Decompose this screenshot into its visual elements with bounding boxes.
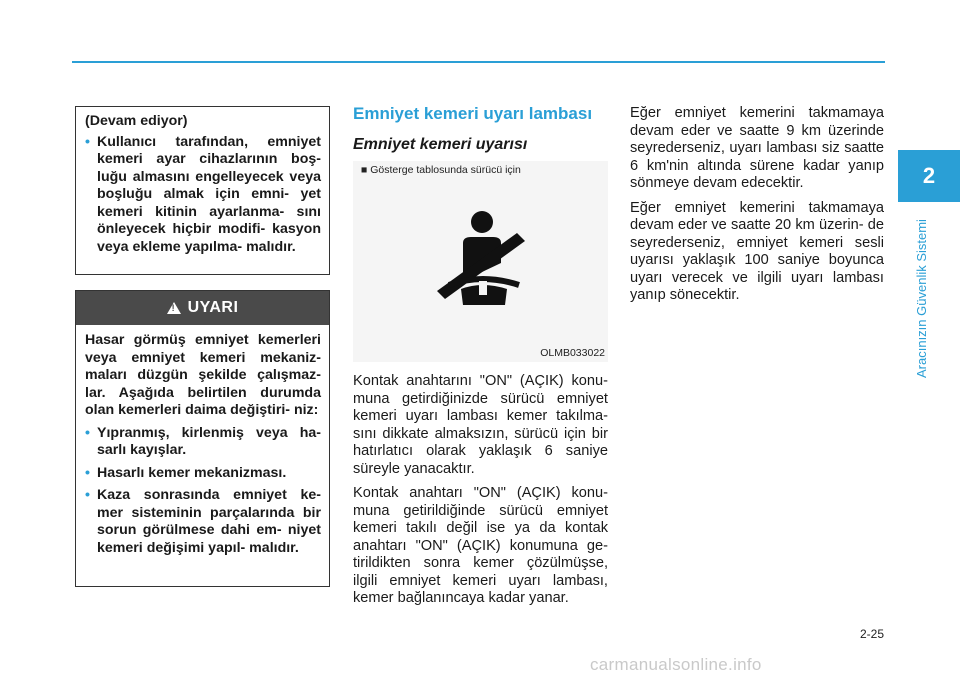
figure-code: OLMB033022 bbox=[540, 347, 605, 359]
warning-bullet: • Yıpranmış, kirlenmiş veya ha- sarlı kayışlar. bbox=[85, 425, 321, 460]
seat-belt-warning-icon bbox=[427, 205, 539, 309]
figure-panel bbox=[353, 161, 608, 362]
warning-title: UYARI bbox=[187, 299, 239, 316]
right-column bbox=[630, 105, 884, 305]
continued-label: (Devam ediyor) bbox=[85, 113, 188, 129]
warning-box bbox=[75, 290, 330, 587]
paragraph: Eğer emniyet kemerini takmamaya devam eder ve saatte 20 km üzerin- de seyrederseniz, emniyet kemeri sesli uyarısı yaklaşık 100 saniye boyunca uyarı verecek ve ilgili uyarı lambası yanıp sönecektir. bbox=[630, 199, 884, 303]
paragraph: Kontak anahtarı "ON" (AÇIK) konu- muna getirildiğinde sürücü emniyet kemeri takılı değil ise ya da kontak anahtarı "ON" (AÇIK) konumuna ge- tirildikten sonra kemer çözülmüşse, ilgili emniyet kemeri uyarı lambası, kemer bağlanıncaya kadar yanar. bbox=[353, 485, 608, 606]
warning-triangle-icon bbox=[167, 302, 181, 314]
warning-bullet: • Hasarlı kemer mekanizması. bbox=[85, 465, 321, 483]
continued-note-box bbox=[75, 106, 330, 275]
note-bullet: • Kullanıcı tarafından, emniyet kemeri ayar cihazlarının boş- luğu almasını engelleyecek veya boşluğu almak için emni- yet kemeri kitinin ayarlanma- sını önleyecek hiçbir modifi- kasyon veya ekleme yapılma- malıdır. bbox=[85, 134, 321, 257]
warning-intro: Hasar görmüş emniyet kemerleri veya emniyet kemeri mekaniz- maları düzgün şekilde çalışmaz- lar. Aşağıda belirtilen durumda olan kemerleri daima değiştiri- niz: bbox=[85, 332, 321, 418]
paragraph: Eğer emniyet kemerini takmamaya devam eder ve saatte 9 km üzerinde seyrederseniz, uyarı lambası siz saatte 6 km'nin altında sürene kadar yanıp sönmeye devam edecektir. bbox=[630, 105, 884, 191]
chapter-title-vertical bbox=[914, 218, 944, 378]
section-subheading: Emniyet kemeri uyarısı bbox=[353, 136, 528, 153]
warning-bullet: • Kaza sonrasında emniyet ke- mer sisteminin parçalarında bir sorun görülmese dahi em- niyet kemeri değişimi yapıl- malıdır. bbox=[85, 487, 321, 557]
chapter-title: Aracınızın Güvenlik Sistemi bbox=[914, 219, 929, 378]
middle-column bbox=[353, 104, 608, 608]
header-rule bbox=[72, 61, 885, 63]
chapter-tab: 2 bbox=[898, 150, 960, 202]
paragraph: Kontak anahtarını "ON" (AÇIK) konu- muna getirdiğinizde sürücü emniyet kemeri uyarı lambası kemer takılma- sını dikkate almaksızın, sürücü için bir hatırlatıcı olarak yaklaşık 6 saniye süreyle yanacaktır. bbox=[353, 373, 608, 477]
section-heading: Emniyet kemeri uyarı lambası bbox=[353, 104, 593, 123]
warning-header bbox=[76, 291, 329, 325]
watermark: carmanualsonline.info bbox=[590, 655, 762, 674]
figure-caption: ■ Gösterge tablosunda sürücü için bbox=[361, 164, 521, 176]
page-number: 2-25 bbox=[859, 627, 884, 641]
